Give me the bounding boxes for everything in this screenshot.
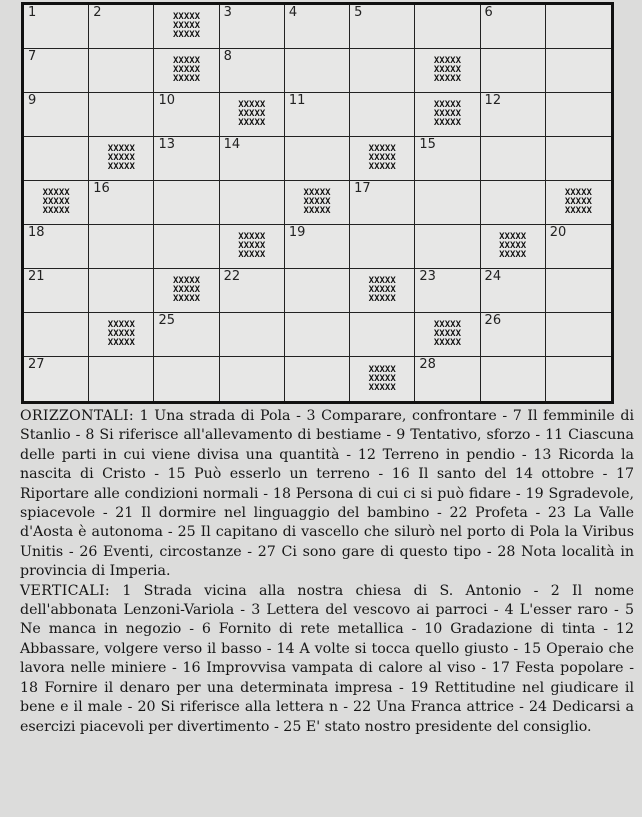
black-cell-pattern: XXXXX XXXXX XXXXX: [564, 188, 592, 216]
grid-cell: [89, 5, 154, 49]
grid-cell: [24, 313, 89, 357]
grid-cell: [154, 313, 219, 357]
grid-cell: [350, 181, 415, 225]
cell-number: 4: [288, 5, 298, 20]
grid-cell: [481, 49, 546, 93]
cell-number: 18: [28, 225, 45, 240]
grid-cell: [546, 225, 611, 269]
cell-number: 20: [549, 225, 567, 240]
black-cell-pattern: XXXXX XXXXX XXXXX: [173, 12, 201, 40]
black-cell: [481, 225, 546, 269]
cell-number: 9: [28, 93, 37, 108]
grid-cell: [350, 93, 415, 137]
grid-cell: [285, 49, 350, 93]
grid-cell: [481, 313, 546, 357]
grid-cell: [154, 93, 219, 137]
grid-cell: [546, 93, 611, 137]
black-cell: [24, 181, 89, 225]
grid-cell: [285, 313, 350, 357]
cell-number: 15: [419, 137, 436, 152]
grid-cell: [24, 357, 89, 401]
cell-number: 22: [223, 269, 241, 284]
grid-cell: [546, 313, 611, 357]
cell-number: 7: [28, 49, 37, 64]
grid-cell: [24, 269, 89, 313]
grid-cell: [546, 137, 611, 181]
cell-number: 2: [93, 5, 102, 20]
cell-number: 21: [28, 269, 45, 284]
grid-cell: [154, 137, 219, 181]
clues-section: [20, 407, 634, 737]
cell-number: 28: [419, 357, 436, 372]
grid-cell: [415, 357, 480, 401]
grid-cell: [154, 357, 219, 401]
black-cell-pattern: XXXXX XXXXX XXXXX: [433, 320, 461, 348]
grid-cell: [24, 225, 89, 269]
cell-number: 19: [288, 225, 306, 240]
black-cell: [350, 269, 415, 313]
grid-cell: [481, 137, 546, 181]
black-cell: [415, 49, 480, 93]
black-cell-pattern: XXXXX XXXXX XXXXX: [173, 56, 201, 84]
cell-number: 14: [223, 137, 241, 152]
grid-cell: [481, 93, 546, 137]
cell-number: 26: [484, 313, 502, 328]
black-cell: [285, 181, 350, 225]
cell-number: 12: [484, 93, 502, 108]
grid-cell: [481, 269, 546, 313]
cell-number: 13: [158, 137, 175, 152]
cell-number: 8: [223, 49, 232, 64]
down-heading: VERTICALI:: [20, 582, 111, 599]
grid-cell: [285, 5, 350, 49]
grid-cell: [481, 5, 546, 49]
black-cell-pattern: XXXXX XXXXX XXXXX: [173, 276, 201, 304]
black-cell-pattern: XXXXX XXXXX XXXXX: [107, 144, 135, 172]
grid-cell: [154, 225, 219, 269]
grid-cell: [89, 49, 154, 93]
cell-number: 11: [288, 93, 306, 108]
grid-cell: [220, 357, 285, 401]
black-cell-pattern: XXXXX XXXXX XXXXX: [368, 364, 396, 393]
grid-cell: [546, 357, 611, 401]
grid-cell: [350, 313, 415, 357]
across-text: 1 Una strada di Pola - 3 Comparare, confrontare - 7 Il femminile di Stanlio - 8 Si riferisce all'allevamento di bestiame - 9 Tentativo, sforzo - 11 Ciascuna delle parti in cui viene divisa una quantità - 12 Terreno in pendio - 13 Ricorda la nascita di Cristo - 15 Può esserlo un terreno - 16 Il santo del 14 ottobre - 17 Riportare alle condizioni normali - 18 Persona di cui ci si può fidare - 19 Sgradevole, spiacevole - 21 Il dormire nel linguaggio del bambino - 22 Profeta - 23 La Valle d'Aosta è autonoma - 25 Il capitano di vascello che silurò nel porto di Pola la Viribus Unitis - 26 Eventi, circostanze - 27 Ci sono gare di questo tipo - 28 Nota località in provincia di Imperia.: [20, 408, 634, 580]
across-clues: [20, 407, 634, 582]
grid-cell: [285, 357, 350, 401]
grid-cell: [220, 313, 285, 357]
grid-cell: [24, 5, 89, 49]
grid-cell: [220, 5, 285, 49]
grid-cell: [415, 225, 480, 269]
grid-cell: [220, 137, 285, 181]
grid-cell: [415, 181, 480, 225]
grid-cell: [220, 49, 285, 93]
black-cell: [154, 49, 219, 93]
black-cell-pattern: XXXXX XXXXX XXXXX: [107, 320, 135, 348]
cell-number: 17: [354, 181, 371, 196]
cell-number: 3: [223, 5, 232, 20]
black-cell: [546, 181, 611, 225]
down-text: 1 Strada vicina alla nostra chiesa di S. Antonio - 2 Il nome dell'abbonata Lenzoni-Variola - 3 Lettera del vescovo ai parroci - 4 L'esser raro - 5 Ne manca in negozio - 6 Fornito di rete metallica - 10 Gradazione di tinta - 12 Abbassare, volgere verso il basso - 14 A volte si tocca quello giusto - 15 Operaio che lavora nelle miniere - 16 Improvvisa vampata di calore al viso - 17 Festa popolare - 18 Fornire il denaro per una determinata impresa - 19 Rettitudine nel giudicare il bene e il male - 20 Si riferisce alla lettera n - 22 Una Franca attrice - 24 Dedicarsi a esercizi piacevoli per divertimento - 25 E' stato nostro presidente del consiglio.: [20, 582, 634, 735]
across-heading: ORIZZONTALI:: [20, 408, 135, 424]
black-cell: [415, 93, 480, 137]
black-cell: [154, 5, 219, 49]
black-cell: [350, 137, 415, 181]
grid-cell: [285, 93, 350, 137]
grid-cell: [24, 137, 89, 181]
black-cell-pattern: XXXXX XXXXX XXXXX: [433, 100, 461, 128]
black-cell-pattern: XXXXX XXXXX XXXXX: [368, 144, 396, 172]
black-cell-pattern: XXXXX XXXXX XXXXX: [42, 188, 70, 216]
grid-cell: [89, 93, 154, 137]
black-cell: [154, 269, 219, 313]
grid-cell: [89, 269, 154, 313]
grid-cell: [546, 269, 611, 313]
black-cell: [415, 313, 480, 357]
grid-cell: [285, 137, 350, 181]
cell-number: 23: [419, 269, 436, 284]
cell-number: 27: [28, 357, 45, 372]
cell-number: 16: [93, 181, 110, 196]
grid-cell: [89, 225, 154, 269]
cell-number: 25: [158, 313, 175, 328]
cell-number: 6: [484, 5, 493, 20]
grid-cell: [481, 357, 546, 401]
grid-cell: [154, 181, 219, 225]
grid-cell: [220, 269, 285, 313]
grid-cell: [220, 181, 285, 225]
black-cell-pattern: XXXXX XXXXX XXXXX: [303, 188, 331, 216]
grid-cell: [89, 357, 154, 401]
grid-cell: [350, 49, 415, 93]
grid-cell: [285, 225, 350, 269]
grid-cell: [415, 137, 480, 181]
grid-cell: [24, 49, 89, 93]
grid-cell: [350, 5, 415, 49]
black-cell: [350, 357, 415, 401]
grid-cell: [415, 269, 480, 313]
grid-cell: [415, 5, 480, 49]
grid-cell: [24, 93, 89, 137]
black-cell: [220, 93, 285, 137]
black-cell: [89, 313, 154, 357]
black-cell-pattern: XXXXX XXXXX XXXXX: [499, 232, 527, 260]
cell-number: 24: [484, 269, 502, 284]
down-clues: [20, 582, 634, 737]
black-cell: [220, 225, 285, 269]
grid-cell: [89, 181, 154, 225]
grid-cell: [546, 49, 611, 93]
black-cell-pattern: XXXXX XXXXX XXXXX: [368, 276, 396, 304]
crossword-cells: [24, 5, 611, 401]
grid-cell: [350, 225, 415, 269]
cell-number: 10: [158, 93, 175, 108]
black-cell-pattern: XXXXX XXXXX XXXXX: [238, 232, 266, 260]
black-cell: [89, 137, 154, 181]
grid-cell: [285, 269, 350, 313]
crossword-grid: [21, 2, 614, 404]
cell-number: 5: [354, 5, 363, 20]
grid-cell: [481, 181, 546, 225]
grid-cell: [546, 5, 611, 49]
black-cell-pattern: XXXXX XXXXX XXXXX: [238, 100, 266, 128]
cell-number: 1: [28, 5, 37, 20]
black-cell-pattern: XXXXX XXXXX XXXXX: [433, 56, 461, 84]
